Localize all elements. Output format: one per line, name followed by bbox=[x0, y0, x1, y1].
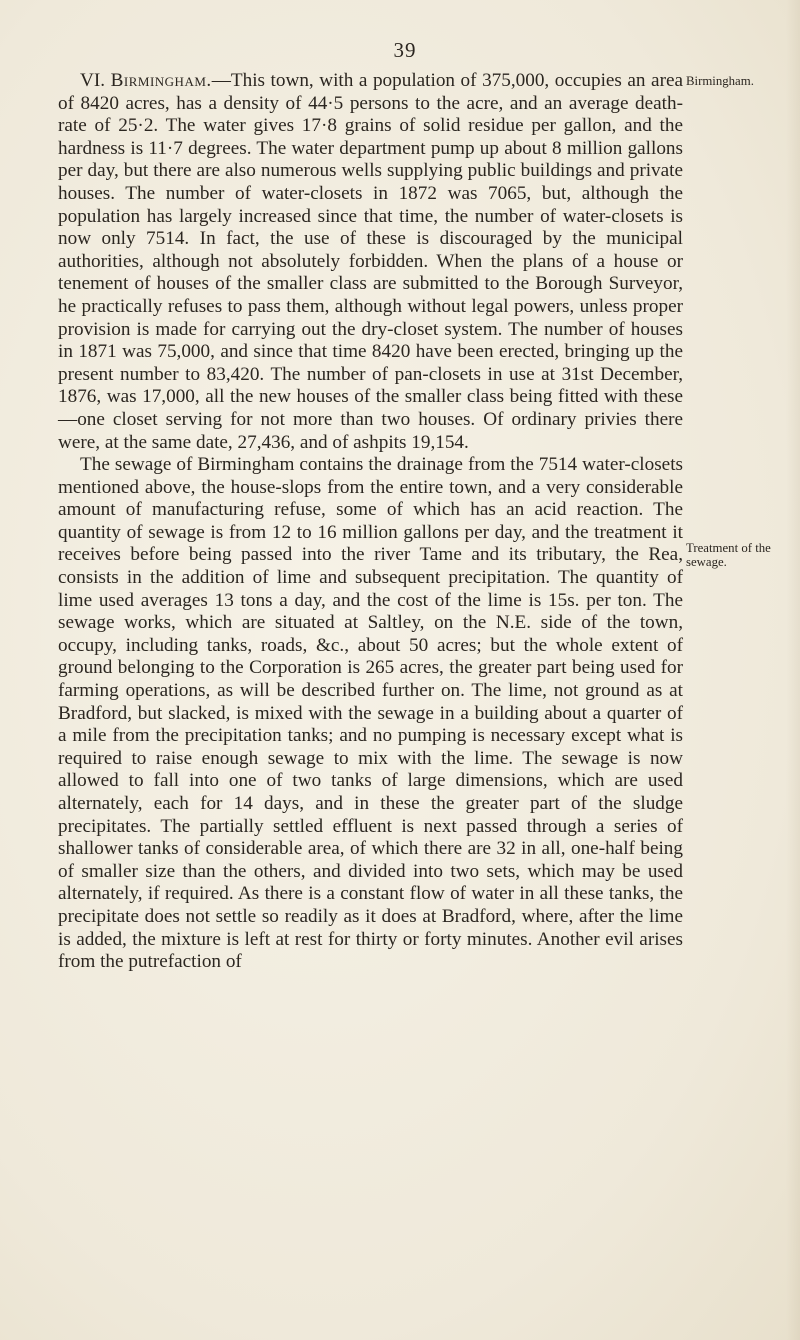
paragraph-1-text: —This town, with a population of 375,000, occupies an area of 8420 acres, has a density of 44·5 persons to the acre, and an average death-rate of 25·2. The water gives 17·8 grains of solid residue per gallon, and the hardness is 11·7 degrees. The water department pump up about 8 million gallons per day, but there are also numerous wells supplying public buildings and private houses. The number of water-closets in 1872 was 7065, but, although the population has largely increased since that time, the number of water-closets is now only 7514. In fact, the use of these is discouraged by the municipal authorities, although not absolutely forbidden. When the plans of a house or tenement of houses of the smaller class are submitted to the Borough Surveyor, he practically refuses to pass them, although without legal powers, unless proper provision is made for carrying out the dry-closet system. The number of houses in 1871 was 75,000, and since that time 8420 have been erected, bringing up the present number to 83,420. The number of pan-closets in use at 31st December, 1876, was 17,000, all the new houses of the smaller class being fitted with these—one closet serving for not more than two houses. Of ordinary privies there were, at the same date, 27,436, and of ashpits 19,154. bbox=[58, 70, 684, 453]
page-number: 39 bbox=[393, 38, 417, 62]
paragraph-sewage: The sewage of Birmingham contains the drainage from the 7514 water-closets mentioned above, the house-slops from the entire town, and a very considerable amount of manufacturing refuse, some of which has an acid reaction. The quantity of sewage is from 12 to 16 million gallons per day, and the treatment it receives before being passed into the river Tame and its tributary, the Rea, consists in the addition of lime and subsequent precipitation. The quantity of lime used averages 13 tons a day, and the cost of the lime is 15s. per ton. The sewage works, which are situated at Saltley, on the N.E. side of the town, occupy, including tanks, roads, &c., about 50 acres; but the whole extent of ground belonging to the Corporation is 265 acres, the greater part being used for farming operations, as will be described further on. The lime, not ground as at Bradford, but slacked, is mixed with the sewage in a building about a quarter of a mile from the precipitation tanks; and no pumping is necessary except what is required to raise enough sewage to mix with the lime. The sewage is now allowed to fall into one of two tanks of large dimensions, which are used alternately, each for 14 days, and in these the greater part of the sludge precipitates. The partially settled effluent is next passed through a series of shallower tanks of considerable area, of which there are 32 in all, one-half being of smaller size than the others, and divided into two sets, which may be used alternately, if required. As there is a constant flow of water in all these tanks, the precipitate does not settle so readily as it does at Bradford, where, after the lime is added, the mixture is left at rest for thirty or forty minutes. Another evil arises from the putrefaction of bbox=[58, 454, 683, 973]
body-text bbox=[58, 70, 683, 974]
page-edge-shadow bbox=[786, 0, 800, 1340]
margin-note-treatment-line1: Treatment of the bbox=[686, 542, 771, 555]
paragraph-birmingham bbox=[58, 70, 683, 454]
section-number: VI. bbox=[80, 70, 106, 91]
section-heading: Birmingham. bbox=[110, 70, 212, 91]
margin-note-treatment-line2: sewage. bbox=[686, 556, 727, 569]
margin-note-birmingham: Birmingham. bbox=[686, 75, 754, 88]
